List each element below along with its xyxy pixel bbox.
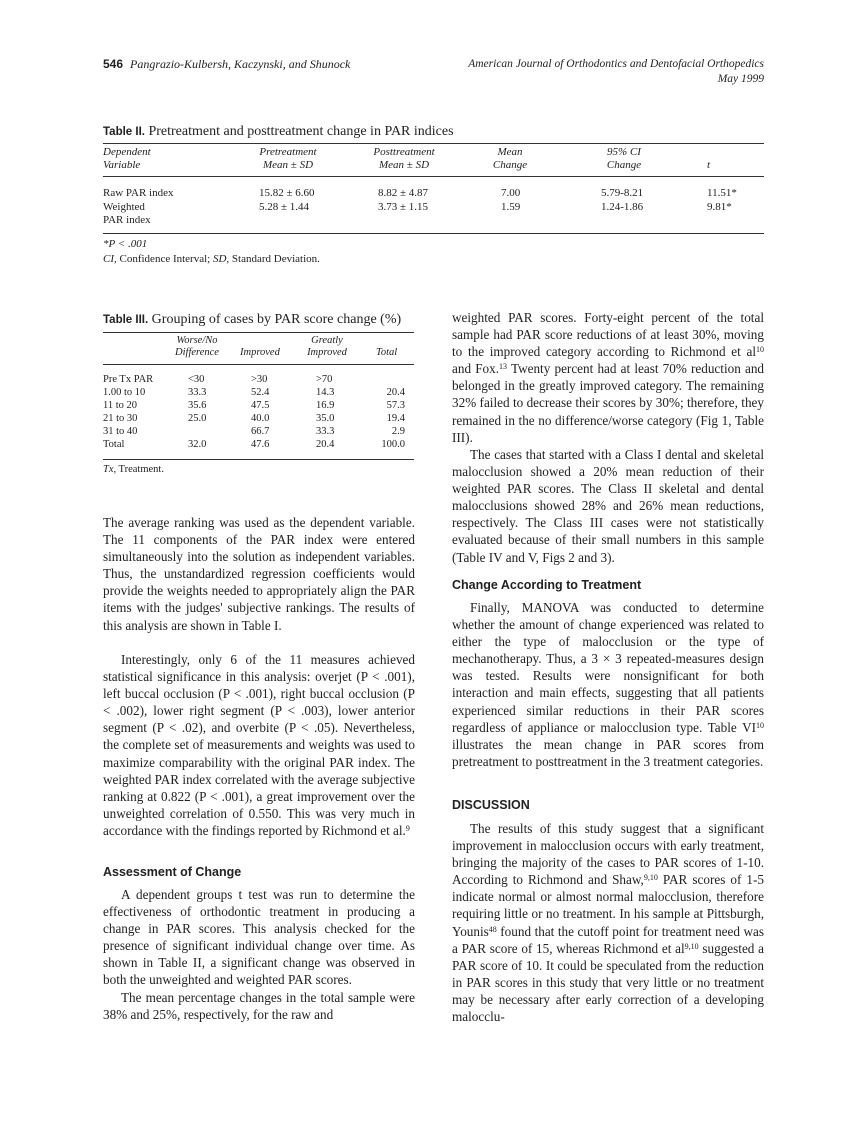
page-number: 546 xyxy=(103,57,124,71)
table2-row1-ci: 5.79-8.21 xyxy=(601,187,644,199)
table3-row6-improved: 47.6 xyxy=(251,439,270,450)
citation-ref: 9,10 xyxy=(684,941,699,951)
paragraph-text: weighted PAR scores. Forty-eight percent of the total sample had PAR score reductions of at least 30%, moving to the improved category according to Richmond et al xyxy=(452,310,764,360)
table2-row2-pre: 5.28 ± 1.44 xyxy=(259,201,310,213)
left-paragraph-1: The average ranking was used as the dependent variable. The 11 components of the PAR index were entered simultaneously into the solution as independent variables. Thus, the unstandardized regression coefficients would provide the weights needed to appropriately align the PAR items with the judges' subjective rankings. The results of this analysis are shown in Table I. xyxy=(103,515,415,633)
table3-row6-total: 100.0 xyxy=(381,439,405,450)
row-label-line: Weighted xyxy=(103,201,145,213)
abbr-def: Confidence Interval; xyxy=(116,253,213,265)
paragraph-text: PAR scores of 1-5 indicate normal or almost normal malocclusion, therefore requiring little or no treatment. In his sample at Pittsburgh, Younis xyxy=(452,872,764,939)
header-line: Variable xyxy=(103,159,141,171)
table2-row1-mean: 7.00 xyxy=(501,187,521,199)
header-line: 95% CI xyxy=(607,146,641,158)
header-line: Dependent xyxy=(103,146,151,158)
citation-ref: 48 xyxy=(488,924,497,934)
table2-row2-mean: 1.59 xyxy=(501,201,521,213)
table2-header-pretreatment xyxy=(238,146,338,172)
table3-row4-worse: 25.0 xyxy=(188,413,207,424)
table2-row2-post: 3.73 ± 1.15 xyxy=(378,201,429,213)
table3-row2-label: 1.00 to 10 xyxy=(103,387,146,398)
table2-caption: Pretreatment and posttreatment change in PAR indices xyxy=(148,124,454,139)
citation-ref: 9 xyxy=(405,823,410,833)
table3-bottom-rule xyxy=(103,459,414,460)
header-line: Greatly xyxy=(311,335,343,346)
citation-ref: 10 xyxy=(756,720,764,730)
running-header-left xyxy=(103,57,350,72)
table3-row1-label: Pre Tx PAR xyxy=(103,374,154,385)
table3-row3-worse: 35.6 xyxy=(188,400,207,411)
header-line: Mean ± SD xyxy=(378,159,430,171)
table3-row2-improved: 52.4 xyxy=(251,387,270,398)
header-line: Change xyxy=(492,159,528,171)
paragraph-text: found that the cutoff point for treatment need was a PAR score of 15, whereas Richmond et al xyxy=(452,923,764,956)
paragraph-text: The results of this study suggest that a significant improvement in malocclusion occurs with early treatment, bringing the majority of the cases to PAR scores of 1-10. According to Richmond and Shaw, xyxy=(452,821,764,888)
table3-header-worse xyxy=(162,335,232,359)
table3-row3-improved: 47.5 xyxy=(251,400,270,411)
table2-footnote-abbreviations xyxy=(103,253,320,266)
paragraph-text: Twenty percent had at least 70% reduction and belonged in the greatly improved category. The remaining 32% failed to decrease their scores by 30%; therefore, they remained in the no difference/worse category (Fig 1, Table III). xyxy=(452,361,765,445)
table2-row1-variable: Raw PAR index xyxy=(103,187,174,199)
table3-row1-greatly: >70 xyxy=(316,374,333,385)
table2-header-rule xyxy=(103,176,764,177)
table2-row1-post: 8.82 ± 4.87 xyxy=(378,187,429,199)
journal-name: American Journal of Orthodontics and Dentofacial Orthopedics xyxy=(468,58,764,70)
table2-header-ci xyxy=(588,146,660,172)
section-heading-discussion: DISCUSSION xyxy=(452,798,530,812)
table3-row3-label: 11 to 20 xyxy=(103,400,138,411)
table3-footnote xyxy=(103,464,164,476)
table3-row2-total: 20.4 xyxy=(386,387,405,398)
table3-caption: Grouping of cases by PAR score change (%) xyxy=(151,312,402,327)
table2-label: Table II. xyxy=(103,126,145,138)
table3-row4-label: 21 to 30 xyxy=(103,413,138,424)
citation-ref: 9,10 xyxy=(643,873,658,883)
abbr: CI, xyxy=(103,253,117,265)
table3-row2-greatly: 14.3 xyxy=(316,387,335,398)
table2-row1-pre: 15.82 ± 6.60 xyxy=(259,187,315,199)
abbr-def: Treatment. xyxy=(116,464,164,475)
table3-title xyxy=(103,312,401,328)
table2-row2-t: 9.81* xyxy=(707,201,732,213)
left-paragraph-4: The mean percentage changes in the total sample were 38% and 25%, respectively, for the raw and xyxy=(103,990,415,1023)
table3-row5-label: 31 to 40 xyxy=(103,426,138,437)
table3-label: Table III. xyxy=(103,314,149,326)
table3-row1-improved: >30 xyxy=(251,374,268,385)
table3-row3-greatly: 16.9 xyxy=(316,400,335,411)
citation-ref: 13 xyxy=(499,362,508,372)
table3-row5-total: 2.9 xyxy=(391,426,405,437)
table2-row2-variable xyxy=(103,201,151,227)
section-heading-assessment: Assessment of Change xyxy=(103,865,242,879)
running-header-authors: Pangrazio-Kulbersh, Kaczynski, and Shunock xyxy=(130,57,351,71)
table3-header-rule xyxy=(103,364,414,365)
table3-row5-greatly: 33.3 xyxy=(316,426,335,437)
paragraph-text: Interestingly, only 6 of the 11 measures achieved statistical significance in this analysis: overjet (P < .001), left buccal occlusion (P < .001), right buccal occlusion (P < .002), lower right segment (P < .003), lower anterior segment (P < .02), and overbite (P < .05). Nevertheless, the complete set of measurements and weights was used to maximize comparability with the original PAR index. The weighted PAR index correlated with the average subjective ranking at 0.822 (P < .001), a great improvement over the unweighted correlation of 0.550. This was very much in accordance with the findings reported by Richmond et al. xyxy=(103,652,415,838)
issue-date: May 1999 xyxy=(717,73,764,85)
table3-header-improved: Improved xyxy=(240,347,280,358)
citation-ref: 10 xyxy=(756,345,764,355)
header-line: Mean xyxy=(497,146,523,158)
header-line: Worse/No xyxy=(176,335,218,346)
table2-top-rule xyxy=(103,143,764,144)
table2-header-dependent xyxy=(103,146,151,172)
right-paragraph-3 xyxy=(452,599,764,770)
table2-title xyxy=(103,124,454,140)
header-line: Mean ± SD xyxy=(262,159,314,171)
paragraph-text: suggested a PAR score of 10. It could be speculated from the reduction in PAR scores in this study that very little or no treatment may be necessary after early correction of a developing malocclu- xyxy=(452,940,764,1025)
right-paragraph-2: The cases that started with a Class I dental and skeletal malocclusion showed a 20% mean reduction of their weighted PAR scores. The Class II skeletal and dental malocclusions showed 28% and 26% mean reductions, respectively. The Class III cases were not statistically evaluated because of their small numbers in this sample (Table IV and V, Figs 2 and 3). xyxy=(452,447,764,565)
table3-row1-worse: <30 xyxy=(188,374,205,385)
running-header-right xyxy=(404,57,764,87)
header-line: Difference xyxy=(175,347,219,358)
table3-row4-greatly: 35.0 xyxy=(316,413,335,424)
table3-top-rule xyxy=(103,332,414,333)
table2-bottom-rule xyxy=(103,233,764,234)
table2-header-mean-change xyxy=(480,146,540,172)
table3-row6-label: Total xyxy=(103,439,125,450)
abbr: SD, xyxy=(212,253,230,265)
table3-row6-worse: 32.0 xyxy=(188,439,207,450)
abbr: Tx, xyxy=(103,464,117,475)
header-line: Pretreatment xyxy=(259,146,317,158)
paragraph-text: and Fox. xyxy=(452,361,500,377)
header-line: Change xyxy=(606,159,642,171)
table3-row4-improved: 40.0 xyxy=(251,413,270,424)
right-paragraph-1 xyxy=(452,309,764,446)
table3-header-total: Total xyxy=(376,347,398,358)
table2-row1-t: 11.51* xyxy=(707,187,737,199)
section-heading-treatment: Change According to Treatment xyxy=(452,578,642,592)
left-paragraph-3: A dependent groups t test was run to determine the effectiveness of orthodontic treatment in producing a change in PAR scores. This analysis checked for the presence of significant individual change over time. As shown in Table II, a significant change was observed in both the unweighted and weighted PAR scores. xyxy=(103,887,415,988)
abbr-def: Standard Deviation. xyxy=(229,253,320,265)
footnote-text: *P < .001 xyxy=(103,238,148,250)
table3-row3-total: 57.3 xyxy=(386,400,405,411)
table2-header-posttreatment xyxy=(354,146,454,172)
table3-row2-worse: 33.3 xyxy=(188,387,207,398)
right-paragraph-4 xyxy=(452,820,764,1025)
table3-row4-total: 19.4 xyxy=(386,413,405,424)
paragraph-text: illustrates the mean change in PAR scores from pretreatment to posttreatment in the 3 treatment categories. xyxy=(452,736,764,769)
table3-row6-greatly: 20.4 xyxy=(316,439,335,450)
paragraph-text: Finally, MANOVA was conducted to determine whether the amount of change experienced was related to either the type of malocclusion or the type of mechanotherapy. Thus, a 3 × 3 repeated-measures design was tested. Results were nonsignificant for both interaction and main effects, suggesting that all patients experienced similar reductions in their PAR scores regardless of appliance or malocclusion type. Table VI xyxy=(452,600,764,735)
table2-footnote-significance xyxy=(103,238,147,251)
header-line: Improved xyxy=(307,347,347,358)
left-paragraph-2 xyxy=(103,651,415,839)
header-line: Posttreatment xyxy=(373,146,435,158)
table2-row2-ci: 1.24-1.86 xyxy=(601,201,644,213)
row-label-line: PAR index xyxy=(103,214,151,226)
table2-header-t: t xyxy=(707,159,711,171)
table3-header-greatly xyxy=(302,335,352,359)
table3-row5-improved: 66.7 xyxy=(251,426,270,437)
